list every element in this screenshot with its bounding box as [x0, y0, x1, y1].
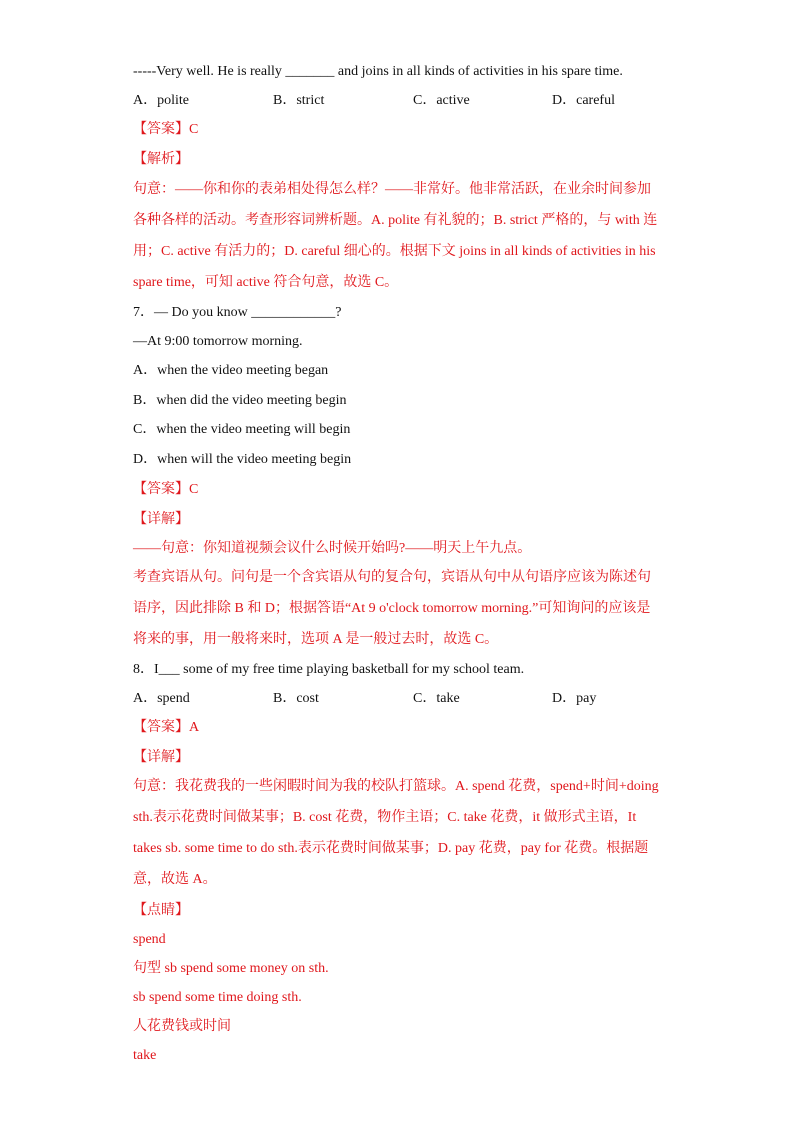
- q7-option-d: D．when will the video meeting begin: [133, 452, 352, 467]
- q6-option-b: B．strict: [273, 93, 325, 108]
- q7-detail-line: ——句意：你知道视频会议什么时候开始吗?——明天上午九点。: [133, 541, 532, 556]
- q8-detail-line: takes sb. some time to do sth.表示花费时间做某事；D. pay 花费，pay for 花费。根据题: [133, 841, 649, 856]
- q7-stem: 7．— Do you know ____________?: [133, 305, 342, 320]
- q6-analysis-line: 各种各样的活动。考查形容词辨析题。A. polite 有礼貌的；B. strict 严格的，与 with 连: [133, 213, 658, 228]
- q8-detail-line: 句意：我花费我的一些闲暇时间为我的校队打篮球。A. spend 花费，spend+时间+doing: [133, 779, 659, 794]
- q8-detail-line: sth.表示花费时间做某事；B. cost 花费，物作主语；C. take 花费，it 做形式主语，It: [133, 810, 637, 825]
- q6-option-c: C．active: [413, 93, 470, 108]
- q8-option-c: C．take: [413, 691, 460, 706]
- q8-answer: 【答案】A: [133, 720, 200, 735]
- q7-detail-label: 【详解】: [133, 512, 189, 527]
- q8-detail-line: 意，故选 A。: [133, 872, 217, 887]
- q6-analysis-line: 句意：——你和你的表弟相处得怎么样？——非常好。他非常活跃，在业余时间参加: [133, 182, 651, 197]
- q7-detail-line: 将来的事，用一般将来时，选项 A 是一般过去时，故选 C。: [133, 632, 499, 647]
- q8-tip-line: 人花费钱或时间: [133, 1019, 231, 1034]
- q8-detail-label: 【详解】: [133, 750, 189, 765]
- q8-options: [133, 689, 673, 709]
- q8-option-b: B．cost: [273, 691, 319, 706]
- q7-option-c: C．when the video meeting will begin: [133, 422, 351, 437]
- q8-tip-line: 句型 sb spend some money on sth.: [133, 961, 329, 976]
- q6-analysis-line: spare time，可知 active 符合句意，故选 C。: [133, 275, 399, 290]
- q7-answer: 【答案】C: [133, 482, 199, 497]
- q6-stem: -----Very well. He is really _______ and joins in all kinds of activities in his spare time.: [133, 64, 623, 79]
- q8-stem: 8．I___ some of my free time playing basketball for my school team.: [133, 662, 525, 677]
- q7-option-a: A．when the video meeting began: [133, 363, 329, 378]
- q8-option-a: A．spend: [133, 691, 190, 706]
- q8-option-d: D．pay: [552, 691, 597, 706]
- q6-option-d: D．careful: [552, 93, 615, 108]
- q7-option-b: B．when did the video meeting begin: [133, 393, 347, 408]
- q8-tip-line: spend: [133, 932, 166, 947]
- q6-analysis-line: 用；C. active 有活力的；D. careful 细心的。根据下文 joins in all kinds of activities in his: [133, 244, 656, 259]
- q6-answer: 【答案】C: [133, 122, 199, 137]
- q8-tip-line: sb spend some time doing sth.: [133, 990, 302, 1005]
- q6-analysis-label: 【解析】: [133, 152, 189, 167]
- q6-option-a: A．polite: [133, 93, 189, 108]
- q8-tip-line: take: [133, 1048, 157, 1063]
- q8-tip-label: 【点睛】: [133, 903, 189, 918]
- q7-detail-line: 考查宾语从句。问句是一个含宾语从句的复合句，宾语从句中从句语序应该为陈述句: [133, 570, 651, 585]
- q7-detail-line: 语序，因此排除 B 和 D；根据答语“At 9 o'clock tomorrow morning.”可知询问的应该是: [133, 601, 651, 616]
- q7-response: —At 9:00 tomorrow morning.: [133, 334, 303, 349]
- q6-options: [133, 91, 673, 111]
